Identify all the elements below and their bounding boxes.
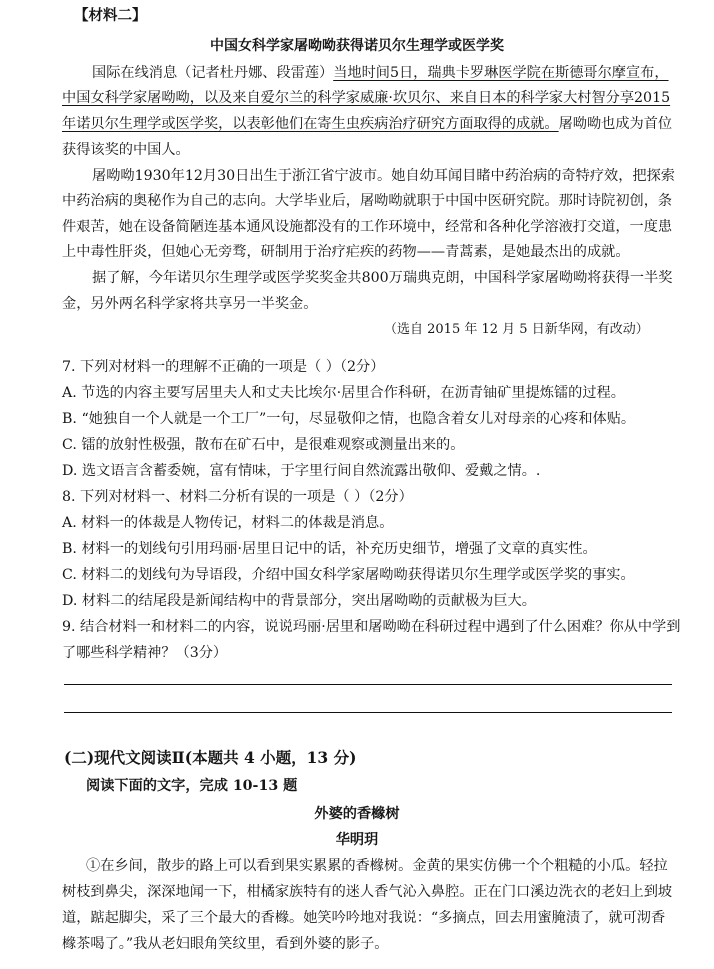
news-lead-line xyxy=(62,114,672,134)
underlined-lead: 中国女科学家屠呦呦，以及来自爱尔兰的科学家威廉·坎贝尔、来自日本的科学家大村智分享2015 xyxy=(62,90,671,106)
paragraph-text: 上中毒性肝炎，但她心无旁骛，研制用于治疗疟疾的药物——青蒿素，是她最杰出的成就。 xyxy=(62,244,630,260)
news-source: 国际在线消息（记者杜丹娜、段雷莲） xyxy=(92,65,334,81)
question-7-option-d: D. 选文语言含蓄委婉，富有情味，于字里行间自然流露出敬仰、爱戴之情。. xyxy=(62,463,541,479)
question-7-option-a: A. 节选的内容主要写居里夫人和丈夫比埃尔·居里合作科研，在沥青铀矿里提炼镭的过程。 xyxy=(62,385,625,401)
story-paragraph: ①在乡间，散步的路上可以看到果实累累的香橼树。金黄的果实仿佛一个个粗糙的小瓜。轻拉 xyxy=(86,858,668,874)
question-8-option-a: A. 材料一的体裁是人物传记，材料二的体裁是消息。 xyxy=(62,515,394,531)
question-7-option-b: B. “她独自一个人就是一个工厂”一句，尽显敬仰之情，也隐含着女儿对母亲的心疼和体贴。 xyxy=(62,411,636,427)
question-9-stem: 9. 结合材料一和材料二的内容，说说玛丽·居里和屠呦呦在科研过程中遇到了什么困难？你从中学到 xyxy=(62,619,681,635)
paragraph-text: 件艰苦，她在设备简陋连基本通风设施都没有的工作环境中，经常和各种化学溶液打交道，一度患 xyxy=(62,219,673,235)
underlined-lead: 年诺贝尔生理学或医学奖，以表彰他们在寄生虫疾病治疗研究方面取得的成就。 xyxy=(62,116,559,132)
source-citation: （选自 2015 年 12 月 5 日新华网，有改动） xyxy=(384,322,649,337)
question-8-option-c: C. 材料二的划线句为导语段，介绍中国女科学家屠呦呦获得诺贝尔生理学或医学奖的事实。 xyxy=(62,567,635,583)
story-paragraph: 橼茶喝了。”我从老妇眼角笑纹里，看到外婆的影子。 xyxy=(62,936,389,952)
question-7-option-c: C. 镭的放射性极强，散布在矿石中，是很难观察或测量出来的。 xyxy=(62,437,465,453)
paragraph-text: 屠呦呦1930年12月30日出生于浙江省宁波市。她自幼耳闻目睹中药治病的奇特疗效，把探索 xyxy=(92,168,675,184)
story-title: 外婆的香橼树 xyxy=(314,806,400,822)
underlined-lead: 当地时间5日，瑞典卡罗琳医学院在斯德哥尔摩宣布， xyxy=(333,65,669,81)
story-paragraph: 树枝到鼻尖，深深地闻一下，柑橘家族特有的迷人香气沁入鼻腔。正在门口溪边洗衣的老妇上到坡 xyxy=(62,884,673,900)
answer-line[interactable] xyxy=(64,684,672,685)
question-8-option-b: B. 材料一的划线句引用玛丽·居里日记中的话，补充历史细节，增强了文章的真实性。 xyxy=(62,541,597,557)
paragraph-text: 屠呦呦也成为首位 xyxy=(558,116,673,132)
story-paragraph: 道，踮起脚尖，采了三个最大的香橼。她笑吟吟地对我说：“多摘点，回去用蜜腌渍了，就可沏香 xyxy=(62,910,666,926)
paragraph-text: 金，另外两名科学家将共享另一半奖金。 xyxy=(62,296,318,312)
paragraph-text: 据了解，今年诺贝尔生理学或医学奖奖金共800万瑞典克朗，中国科学家屠呦呦将获得一半奖 xyxy=(92,270,673,286)
section-heading: (二)现代文阅读Ⅱ(本题共 4 小题，13 分) xyxy=(64,748,357,767)
news-lead-line xyxy=(92,63,669,83)
answer-line[interactable] xyxy=(64,712,672,713)
question-9-stem-cont: 了哪些科学精神？（3分） xyxy=(62,645,228,661)
paragraph-text: 中药治病的奥秘作为自己的志向。大学毕业后，屠呦呦就职于中国中医研究院。那时诗院初创，条 xyxy=(62,193,673,209)
section-instruction: 阅读下面的文字，完成 10-13 题 xyxy=(86,778,298,794)
paragraph-text: 获得该奖的中国人。 xyxy=(62,142,190,158)
question-8-stem: 8. 下列对材料一、材料二分析有误的一项是（ ）（2分） xyxy=(62,489,413,505)
story-author: 华明玥 xyxy=(335,832,379,848)
article-title: 中国女科学家屠呦呦获得诺贝尔生理学或医学奖 xyxy=(210,38,504,54)
question-8-option-d: D. 材料二的结尾段是新闻结构中的背景部分，突出屠呦呦的贡献极为巨大。 xyxy=(62,593,536,609)
question-7-stem: 7. 下列对材料一的理解不正确的一项是（ ）（2分） xyxy=(62,359,385,375)
material-label: 【材料二】 xyxy=(74,7,147,24)
